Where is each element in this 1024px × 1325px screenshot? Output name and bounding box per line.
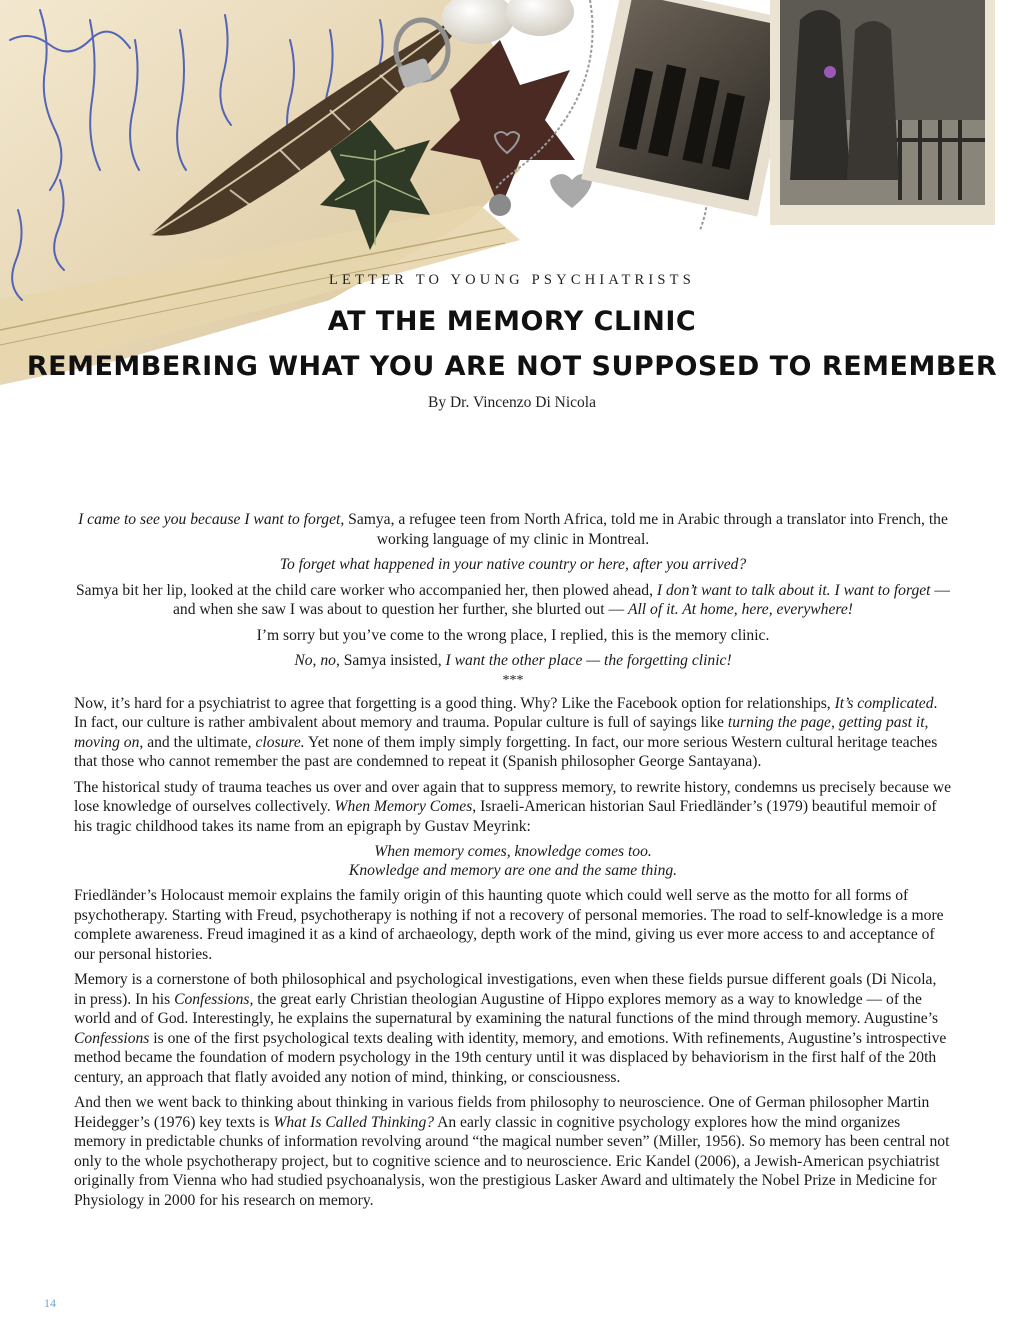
body-text: is one of the first psychological texts dealing with identity, memory, and emotions. With refinements, Augustine’s introspective method became the foundation of modern psychology in the 19th century until it was displaced by behaviorism in the first half of the 20th century, an approach that flatly avoided any notion of mind, thinking, or consciousness. <box>74 1029 947 1086</box>
epigraph-quote <box>74 842 952 880</box>
intro-paragraph <box>74 651 952 671</box>
article-subtitle: REMEMBERING WHAT YOU ARE NOT SUPPOSED TO REMEMBER <box>26 351 998 382</box>
emphasis-text: Confessions, <box>174 990 254 1008</box>
emphasis-text: turning the page, getting past it, moving on <box>74 714 929 751</box>
intro-paragraph <box>74 581 952 620</box>
epigraph-line: When memory comes, knowledge comes too. <box>374 843 652 860</box>
body-text: — and when she saw I was about to question her further, she blurted out — <box>173 581 950 618</box>
emphasis-text: No, no <box>294 652 336 669</box>
intro-paragraph <box>74 510 952 549</box>
body-paragraph <box>74 1093 952 1210</box>
section-divider: *** <box>502 672 524 688</box>
body-text: , Israeli-American historian Saul Friedländer’s (1979) beautiful memoir of his tragic childhood takes its name from an epigraph by Gustav Meyrink: <box>74 798 937 835</box>
emphasis-text: What Is Called Thinking? <box>273 1113 435 1131</box>
page-number: 14 <box>44 1296 56 1310</box>
body-text: And then we went back to thinking about thinking in various fields from philosophy to neuroscience. One of German philosopher Martin Heidegger’s (1976) key texts is <box>74 1094 930 1131</box>
body-text: Memory is a cornerstone of both philosophical and psychological investigations, even when these fields pursue different goals (Di Nicola, in press). In his <box>74 971 937 1008</box>
body-text: Samya bit her lip, looked at the child care worker who accompanied her, then plowed ahead, <box>75 581 657 599</box>
emphasis-text: All of it. At home, here, everywhere! <box>627 601 853 618</box>
body-paragraph <box>74 778 952 837</box>
body-paragraph <box>74 694 952 772</box>
body-paragraph: Friedländer’s Holocaust memoir explains the family origin of this haunting quote which could well serve as the motto for all forms of psychotherapy. Starting with Freud, psychotherapy is nothing if not a recovery of personal memories. The road to self-knowledge is a more complete awareness. Freud imagined it as a kind of archaeology, depth work of the mind, giving us ever more access to and acceptance of our personal histories. <box>74 887 944 963</box>
body-text: Now, it’s hard for a psychiatrist to agree that forgetting is a good thing. Why? Like the Facebook option for relationships, <box>74 694 835 712</box>
epigraph-line: Knowledge and memory are one and the same thing. <box>348 862 678 879</box>
body-text: . In fact, our culture is rather ambivalent about memory and trauma. Popular culture is full of sayings like <box>74 694 938 731</box>
emphasis-text: I want the other place — the forgetting clinic! <box>445 652 732 669</box>
body-text: Yet none of them imply simply forgetting. In fact, our more serious Western cultural heritage teaches that those who cannot remember the past are condemned to repeat it (Spanish philosopher George Santayana). <box>74 733 938 770</box>
intro-paragraph <box>74 555 952 575</box>
article-body <box>74 510 952 1216</box>
emphasis-text: I don’t want to talk about it. I want to forget <box>656 581 931 599</box>
emphasis-text: I came to see you because I want to forget, <box>78 511 345 528</box>
author-byline: By Dr. Vincenzo Di Nicola <box>428 394 596 411</box>
vintage-photo-image <box>770 0 995 225</box>
emphasis-text: When Memory Comes <box>334 798 473 815</box>
white-stone-image <box>506 0 574 36</box>
header-collage-image <box>0 0 1024 400</box>
emphasis-text: It’s complicated <box>834 694 934 712</box>
body-text: An early classic in cognitive psychology explores how the mind organizes memory in predictable chunks of information revolving around “the magical number seven” (Miller, 1956). So memory has been central not only to the whole psychotherapy project, but to cognitive science and to neuroscience. Eric Kandel (2006), a Jewish-American psychiatrist originally from Vienna who had studied psychoanalysis, won the prestigious Lasker Award and ultimately the Nobel Prize in Medicine for Physiology in 2000 for his research on memory. <box>74 1113 950 1209</box>
body-text: Samya, a refugee teen from North Africa, told me in Arabic through a translator into French, the working language of my clinic in Montreal. <box>344 511 948 548</box>
emphasis-text: Confessions <box>74 1029 150 1047</box>
article-title: AT THE MEMORY CLINIC <box>327 306 697 337</box>
emphasis-text: To forget what happened in your native country or here, after you arrived? <box>279 556 747 573</box>
body-text: the great early Christian theologian Augustine of Hippo explores memory as a way to knowledge — of the world and of God. Interestingly, he explains the supernatural by examining the natural functions of the mind through memory. Augustine’s <box>74 990 939 1027</box>
body-text: The historical study of trauma teaches us over and over again that to suppress memory, to rewrite history, condemns us precisely because we lose knowledge of ourselves collectively. <box>74 778 952 815</box>
section-kicker: LETTER TO YOUNG PSYCHIATRISTS <box>328 272 696 288</box>
body-text: , and the ultimate, <box>139 733 256 751</box>
body-paragraph <box>74 970 952 1087</box>
body-text: , Samya insisted, <box>335 652 446 669</box>
emphasis-text: closure. <box>255 733 305 751</box>
vintage-photo-image <box>581 0 799 217</box>
intro-paragraph: I’m sorry but you’ve come to the wrong place, I replied, this is the memory clinic. <box>256 626 770 644</box>
